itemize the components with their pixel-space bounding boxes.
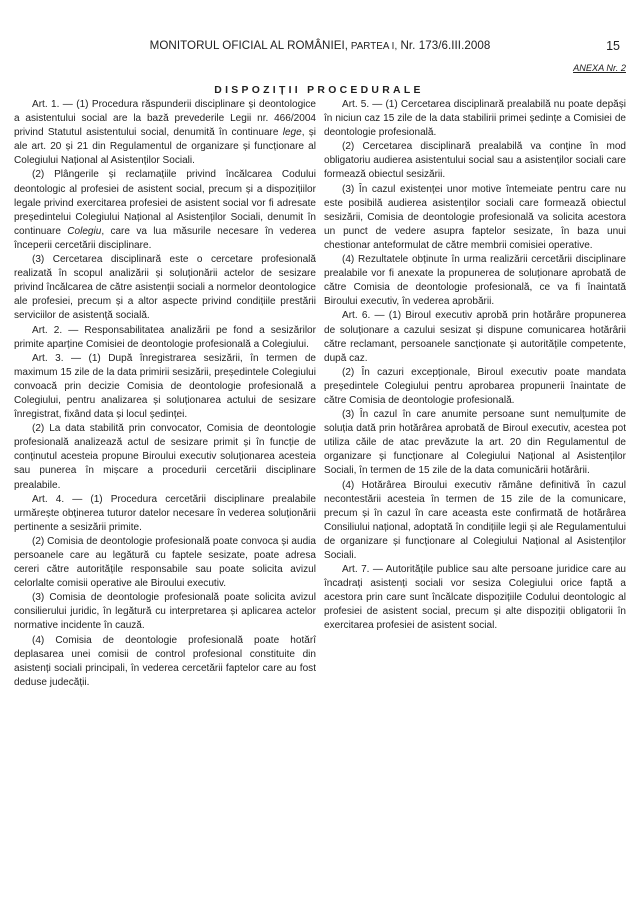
section-title: DISPOZIȚII PROCEDURALE — [214, 85, 424, 96]
page-number: 15 — [606, 39, 620, 53]
publication-name: MONITORUL OFICIAL AL ROMÂNIEI, — [149, 39, 349, 52]
term-lege: lege — [282, 127, 302, 139]
paragraph-art6-2: (2) În cazuri excepționale, Biroul executiv poate mandata președintele Colegiului pentru aprobarea propunerii înaintate de către Comisia de deontologie profesională. — [324, 366, 626, 406]
page-header — [20, 36, 620, 56]
paragraph-art1: Art. 1. — (1) Procedura răspunderii disciplinare și deontologice a asistentului social are la bază prevederile Legii nr. 466/2004 privind Statutul asistentului social, denumită în continuare lege, și ale art. 20 și 21 din Regulamentul de organizare și funcționare al Colegiului Național al Asistenților Sociali. — [14, 99, 317, 167]
paragraph-art5-2: (2) Cercetarea disciplinară prealabilă va conține în mod obligatoriu audierea asistentului social sau a asistenților sociali care formează obiectul sesizării. — [324, 141, 626, 181]
paragraph-art1-3: (3) Cercetarea disciplinară este o cercetare profesională realizată în scopul analizării și soluționării actelor de sesizare privind încălcarea de către asistenții sociali a normelor deontologice ale profesiei, precum și a altor aspecte privind condițiile prestării serviciilor de asistență socială. — [14, 254, 316, 322]
paragraph-art4-3: (3) Comisia de deontologie profesională poate solicita avizul consilierului juridic, în legătură cu interpretarea și aplicarea actelor normative incidente în cauză. — [14, 592, 316, 632]
publication-part: PARTEA I, — [348, 41, 398, 52]
right-column — [324, 98, 626, 634]
paragraph-art3-2: (2) La data stabilită prin convocator, Comisia de deontologie profesională analizează actul de sesizare primit și în funcție de conținutul acesteia propune Biroului executiv soluționarea acesteia sau punerea în mișcare a procedurii cercetării disciplinare prealabile. — [14, 423, 316, 491]
term-colegiu: Colegiu — [67, 225, 102, 237]
paragraph-art5-3: (3) În cazul existenței unor motive întemeiate pentru care nu este posibilă audierea asistenților sociali care formează obiectul sesizării, Comisia de deontologie profesională va solicita acestora un punct de vedere asupra faptelor sesizate, în baza unui chestionar anteformulat de către membrii comisiei operative. — [324, 183, 626, 251]
paragraph-art5-4: (4) Rezultatele obținute în urma realizării cercetării disciplinare prealabile vor fi anexate la propunerea de soluționare aprobată de către Comisia de deontologie profesională, ce va fi înaintată Biroului executiv, în vederea aprobării. — [324, 254, 626, 308]
paragraph-art5: Art. 5. — (1) Cercetarea disciplinară prealabilă nu poate depăși în niciun caz 15 zile de la data stabilirii primei ședințe a Comisiei de deontologie profesională. — [324, 99, 626, 139]
paragraph-art6-4: (4) Hotărârea Biroului executiv rămâne definitivă în cazul necontestării acesteia în termen de 15 zile de la comunicare, precum și în cazul în care aceasta este confirmată de hotărârea Consiliului național, adoptată în condițiile legii și ale Regulamentului de organizare și funcționare al Colegiului Național al Asistenților Sociali. — [324, 479, 626, 561]
paragraph-art4-2: (2) Comisia de deontologie profesională poate convoca și audia persoanele care au legătură cu faptele sesizate, poate adresa cereri către autoritățile responsabile sau poate solicita avizul celorlalte comisii operative ale Biroului executiv. — [14, 535, 316, 590]
paragraph-art2: Art. 2. — Responsabilitatea analizării pe fond a sesizărilor primite aparține Comisiei de deontologie profesională a Colegiului. — [14, 324, 316, 350]
paragraph-art6: Art. 6. — (1) Biroul executiv aprobă prin hotărâre propunerea de soluționare a cazului sesizat și dispune comunicarea hotărârii către reclamant, persoanele sancționate și autoritățile competente, după caz. — [324, 310, 626, 364]
annex-label: ANEXA Nr. 2 — [573, 63, 626, 73]
paragraph-art3: Art. 3. — (1) După înregistrarea sesizării, în termen de maximum 15 zile de la data primirii sesizării, președintele Colegiului convoacă prin decizie Comisia de deontologie profesională a Colegiului, pentru analizarea și soluționarea actului de sesizare înregistrat, fixând data și locul ședinței. — [14, 352, 316, 421]
paragraph-art4-4: (4) Comisia de deontologie profesională poate hotărî deplasarea unei comisii de control profesional constituite din asistenți sociali principali, în vederea cercetării faptelor care au fost deduse judecății. — [14, 634, 316, 688]
paragraph-art6-3: (3) În cazul în care anumite persoane sunt nemulțumite de soluția dată prin hotărârea aprobată de Biroul executiv, acestea pot utiliza căile de atac prevăzute la art. 20 din Regulamentul de organizare și funcționare al Colegiului Național al Asistenților Sociali, în termen de 15 zile de la data comunicării hotărârii. — [324, 409, 626, 477]
left-column — [14, 98, 316, 690]
paragraph-art1-2: (2) Plângerile și reclamațiile privind încălcarea Codului deontologic al profesiei de asistent social, precum și a dispozițiilor legale privind exercitarea profesiei de asistent social vor fi adresate președintelui Colegiului Național al Asistenților Sociali, denumit în continuare Colegiu, care va lua măsurile necesare în vederea începerii cercetării disciplinare. — [14, 169, 316, 251]
paragraph-art7: Art. 7. — Autoritățile publice sau alte persoane juridice care au încadrați asistenți sociali vor sesiza Colegiului orice faptă a acestora prin care sunt încălcate dispozițiile Codului deontologic al profesiei de asistent social, precum și alte dispoziții obligatorii în exercitarea profesiei de asistent social. — [324, 564, 626, 632]
publication-issue: Nr. 173/6.III.2008 — [397, 39, 491, 52]
publication-title — [20, 36, 620, 57]
paragraph-art4: Art. 4. — (1) Procedura cercetării disciplinare prealabile urmărește obținerea tuturor datelor necesare în vederea soluționării pertinente a sesizării primite. — [14, 493, 316, 533]
